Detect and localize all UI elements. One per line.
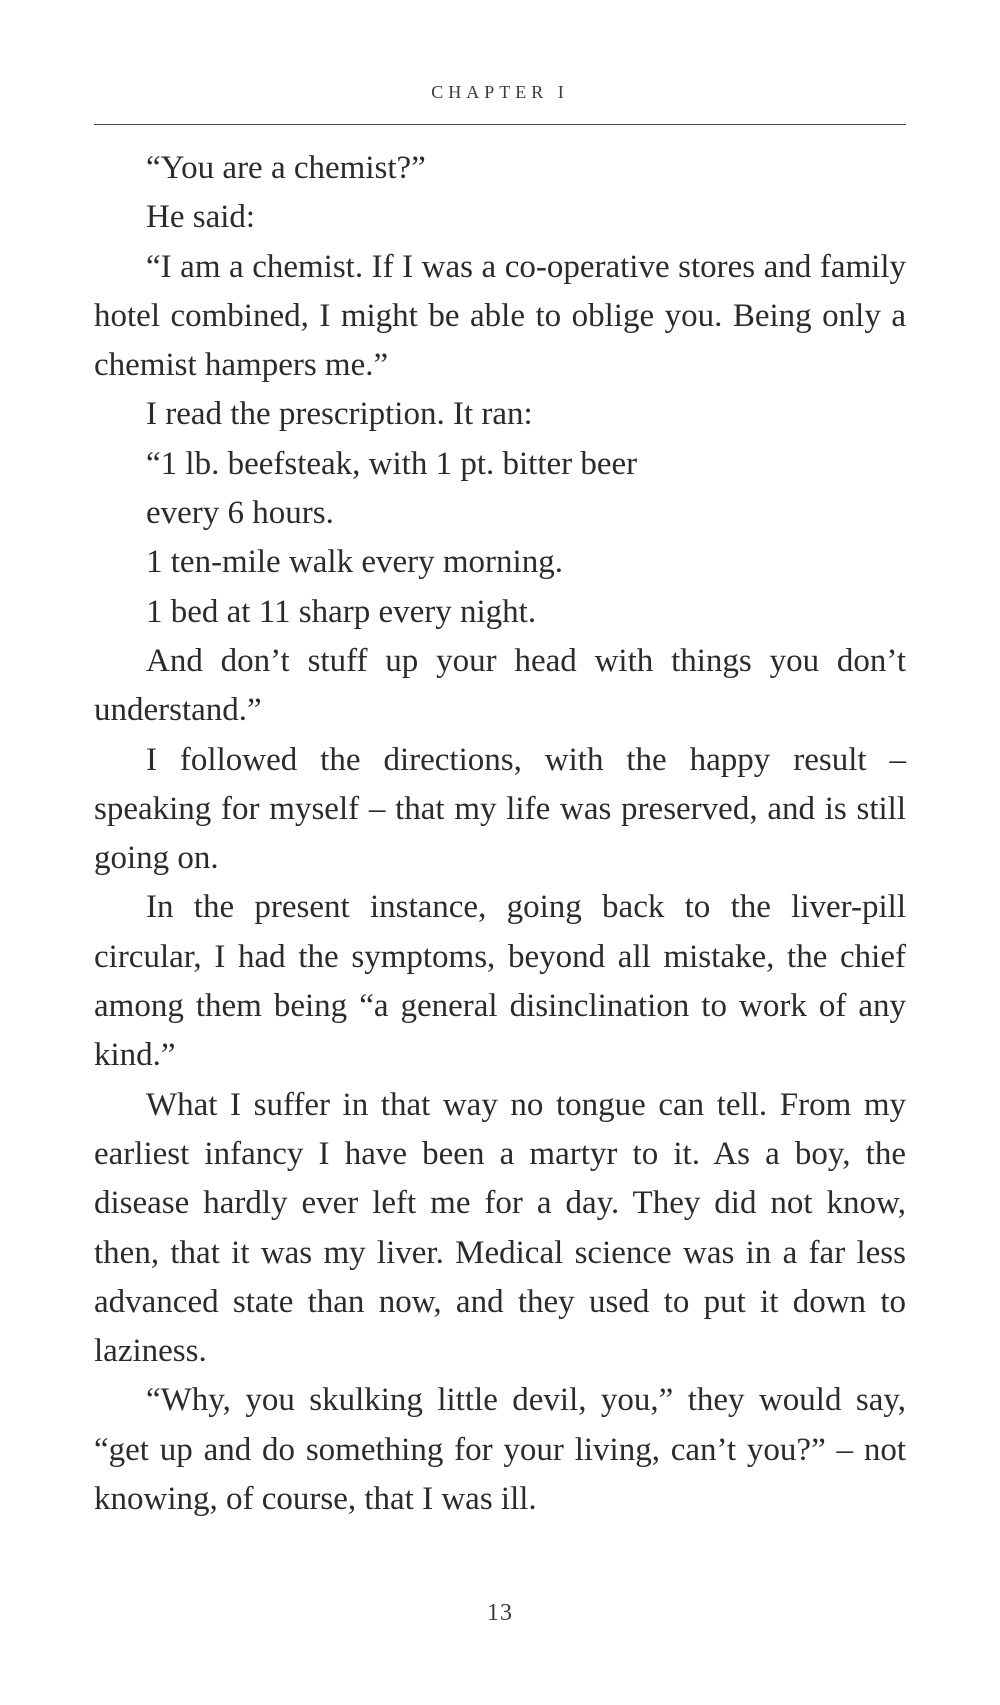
paragraph: “I am a chemist. If I was a co-operative stores and family hotel combined, I might be able to oblige you. Being only a chemist hampers me.” <box>94 248 906 384</box>
page-number: 13 <box>487 1600 513 1626</box>
running-head: CHAPTER I <box>431 82 569 102</box>
header-rule <box>94 124 906 125</box>
paragraph: What I suffer in that way no tongue can tell. From my earliest infancy I have been a martyr to it. As a boy, the disease hardly ever left me for a day. They did not know, then, that it was my liver. Medical science was in a far less advanced state than now, and they used to put it down to laziness. <box>94 1086 906 1370</box>
paragraph: “Why, you skulking little devil, you,” they would say, “get up and do something for your living, can’t you?” – not knowing, of course, that I was ill. <box>94 1382 906 1518</box>
paragraph: I followed the directions, with the happy result – speaking for myself – that my life was preserved, and is still going on. <box>94 741 906 877</box>
prescription-line: every 6 hours. <box>146 495 334 532</box>
body-text <box>94 144 906 1524</box>
paragraph: “You are a chemist?” <box>146 150 426 186</box>
paragraph: In the present instance, going back to the liver-pill circular, I had the symptoms, beyond all mistake, the chief among them being “a general disinclination to work of any kind.” <box>94 889 906 1074</box>
paragraph: I read the prescription. It ran: <box>146 396 533 433</box>
paragraph: He said: <box>146 199 256 236</box>
prescription-line: 1 bed at 11 sharp every night. <box>146 593 537 630</box>
prescription-line: 1 ten-mile walk every morning. <box>146 544 563 581</box>
paragraph: And don’t stuff up your head with things you don’t understand.” <box>94 642 906 729</box>
prescription-line: “1 lb. beefsteak, with 1 pt. bitter beer <box>146 445 638 482</box>
